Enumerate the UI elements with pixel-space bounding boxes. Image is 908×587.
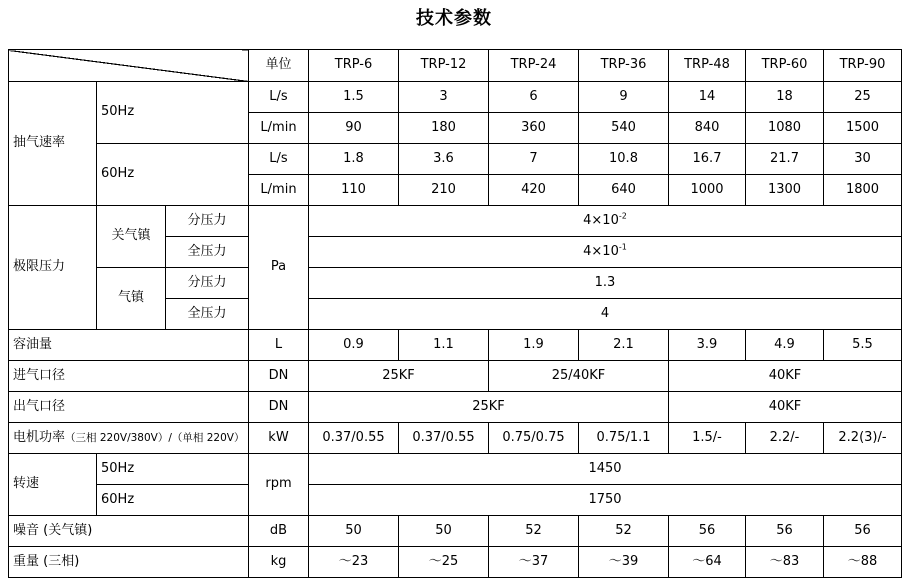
value-cell: $4\times 10^{-2}$ bbox=[309, 206, 902, 237]
value-cell: 420 bbox=[489, 175, 579, 206]
table-row bbox=[9, 423, 902, 454]
value-cell: 18 bbox=[746, 82, 824, 113]
value-cell: 0.75/0.75 bbox=[489, 423, 579, 454]
value-cell: 180 bbox=[399, 113, 489, 144]
value-cell: 1.1 bbox=[399, 330, 489, 361]
value-cell: 540 bbox=[579, 113, 669, 144]
value-cell: ～25 bbox=[399, 547, 489, 578]
unit-cell: L/min bbox=[249, 175, 309, 206]
value-cell: 40KF bbox=[669, 392, 902, 423]
value-cell: 40KF bbox=[669, 361, 902, 392]
motor-power-label: 电机功率（三相 220V/380V）/（单相 220V） bbox=[9, 423, 249, 454]
value-cell: 25KF bbox=[309, 392, 669, 423]
model-header: TRP-12 bbox=[399, 50, 489, 82]
unit-cell: DN bbox=[249, 392, 309, 423]
value-cell: ～37 bbox=[489, 547, 579, 578]
weight-label: 重量 (三相) bbox=[9, 547, 249, 578]
value-cell: 5.5 bbox=[824, 330, 902, 361]
value-cell: 52 bbox=[489, 516, 579, 547]
motor-power-note: （三相 220V/380V）/（单相 220V） bbox=[65, 431, 245, 444]
model-header: TRP-48 bbox=[669, 50, 746, 82]
model-header: TRP-24 bbox=[489, 50, 579, 82]
oil-capacity-label: 容油量 bbox=[9, 330, 249, 361]
pressure-type-label: 全压力 bbox=[166, 237, 249, 268]
value-cell: 10.8 bbox=[579, 144, 669, 175]
speed-label: 转速 bbox=[9, 454, 97, 516]
table-row bbox=[9, 144, 902, 175]
value-cell: 56 bbox=[824, 516, 902, 547]
value-cell: 9 bbox=[579, 82, 669, 113]
value-cell: $4\times 10^{-1}$ bbox=[309, 237, 902, 268]
table-row bbox=[9, 454, 902, 485]
table-row bbox=[9, 361, 902, 392]
pressure-type-label: 全压力 bbox=[166, 299, 249, 330]
value-cell: 21.7 bbox=[746, 144, 824, 175]
value-cell: 3.9 bbox=[669, 330, 746, 361]
page-title: 技术参数 bbox=[416, 8, 492, 29]
value-cell: 16.7 bbox=[669, 144, 746, 175]
unit-cell: kW bbox=[249, 423, 309, 454]
frequency-label: 50Hz bbox=[97, 454, 249, 485]
model-header: TRP-90 bbox=[824, 50, 902, 82]
inlet-label: 进气口径 bbox=[9, 361, 249, 392]
pressure-type-label: 分压力 bbox=[166, 268, 249, 299]
value-cell: ～23 bbox=[309, 547, 399, 578]
header-row bbox=[9, 50, 902, 82]
value-cell: 1.5 bbox=[309, 82, 399, 113]
table-row bbox=[9, 516, 902, 547]
value-cell: 110 bbox=[309, 175, 399, 206]
table-row bbox=[9, 82, 902, 113]
unit-cell: Pa bbox=[249, 206, 309, 330]
diagonal-corner-cell bbox=[9, 50, 249, 82]
value-cell: 0.37/0.55 bbox=[399, 423, 489, 454]
frequency-label: 50Hz bbox=[97, 82, 249, 144]
value-cell: 1.3 bbox=[309, 268, 902, 299]
spec-table bbox=[8, 49, 902, 578]
table-row bbox=[9, 485, 902, 516]
value-cell: 56 bbox=[746, 516, 824, 547]
value-cell: 3 bbox=[399, 82, 489, 113]
unit-cell: dB bbox=[249, 516, 309, 547]
value-cell: 7 bbox=[489, 144, 579, 175]
value-cell: 1300 bbox=[746, 175, 824, 206]
unit-header: 单位 bbox=[249, 50, 309, 82]
unit-cell: L/min bbox=[249, 113, 309, 144]
value-cell: 2.1 bbox=[579, 330, 669, 361]
unit-cell: DN bbox=[249, 361, 309, 392]
value-cell: 14 bbox=[669, 82, 746, 113]
unit-cell: kg bbox=[249, 547, 309, 578]
noise-label: 噪音 (关气镇) bbox=[9, 516, 249, 547]
value-cell: 2.2(3)/- bbox=[824, 423, 902, 454]
value-cell: 52 bbox=[579, 516, 669, 547]
unit-cell: L bbox=[249, 330, 309, 361]
value-cell: 1.5/- bbox=[669, 423, 746, 454]
table-row bbox=[9, 547, 902, 578]
value-cell: 1000 bbox=[669, 175, 746, 206]
unit-cell: L/s bbox=[249, 82, 309, 113]
value-cell: ～83 bbox=[746, 547, 824, 578]
value-cell: 1080 bbox=[746, 113, 824, 144]
ultimate-pressure-label: 极限压力 bbox=[9, 206, 97, 330]
value-cell: 25/40KF bbox=[489, 361, 669, 392]
model-header: TRP-6 bbox=[309, 50, 399, 82]
value-cell: ～39 bbox=[579, 547, 669, 578]
value-cell: 90 bbox=[309, 113, 399, 144]
value-cell: 56 bbox=[669, 516, 746, 547]
outlet-label: 出气口径 bbox=[9, 392, 249, 423]
table-row bbox=[9, 392, 902, 423]
value-cell: 0.9 bbox=[309, 330, 399, 361]
model-header: TRP-60 bbox=[746, 50, 824, 82]
value-cell: 1800 bbox=[824, 175, 902, 206]
value-cell: 0.37/0.55 bbox=[309, 423, 399, 454]
value-cell: 840 bbox=[669, 113, 746, 144]
ballast-closed-label: 关气镇 bbox=[97, 206, 166, 268]
value-cell: 4 bbox=[309, 299, 902, 330]
value-cell: 1500 bbox=[824, 113, 902, 144]
value-cell: 1.9 bbox=[489, 330, 579, 361]
table-row bbox=[9, 268, 902, 299]
value-cell: ～88 bbox=[824, 547, 902, 578]
ballast-open-label: 气镇 bbox=[97, 268, 166, 330]
value-cell: 360 bbox=[489, 113, 579, 144]
value-cell: 50 bbox=[399, 516, 489, 547]
value-cell: 25KF bbox=[309, 361, 489, 392]
value-cell: 4.9 bbox=[746, 330, 824, 361]
unit-cell: rpm bbox=[249, 454, 309, 516]
value-cell: 1.8 bbox=[309, 144, 399, 175]
model-header: TRP-36 bbox=[579, 50, 669, 82]
value-cell: 3.6 bbox=[399, 144, 489, 175]
value-cell: 50 bbox=[309, 516, 399, 547]
frequency-label: 60Hz bbox=[97, 485, 249, 516]
value-cell: 640 bbox=[579, 175, 669, 206]
table-row bbox=[9, 206, 902, 237]
pumping-speed-label: 抽气速率 bbox=[9, 82, 97, 206]
frequency-label: 60Hz bbox=[97, 144, 249, 206]
value-cell: 210 bbox=[399, 175, 489, 206]
unit-cell: L/s bbox=[249, 144, 309, 175]
value-cell: ～64 bbox=[669, 547, 746, 578]
value-cell: 2.2/- bbox=[746, 423, 824, 454]
value-cell: 1450 bbox=[309, 454, 902, 485]
value-cell: 6 bbox=[489, 82, 579, 113]
value-cell: 30 bbox=[824, 144, 902, 175]
pressure-type-label: 分压力 bbox=[166, 206, 249, 237]
table-row bbox=[9, 330, 902, 361]
value-cell: 25 bbox=[824, 82, 902, 113]
value-cell: 1750 bbox=[309, 485, 902, 516]
value-cell: 0.75/1.1 bbox=[579, 423, 669, 454]
